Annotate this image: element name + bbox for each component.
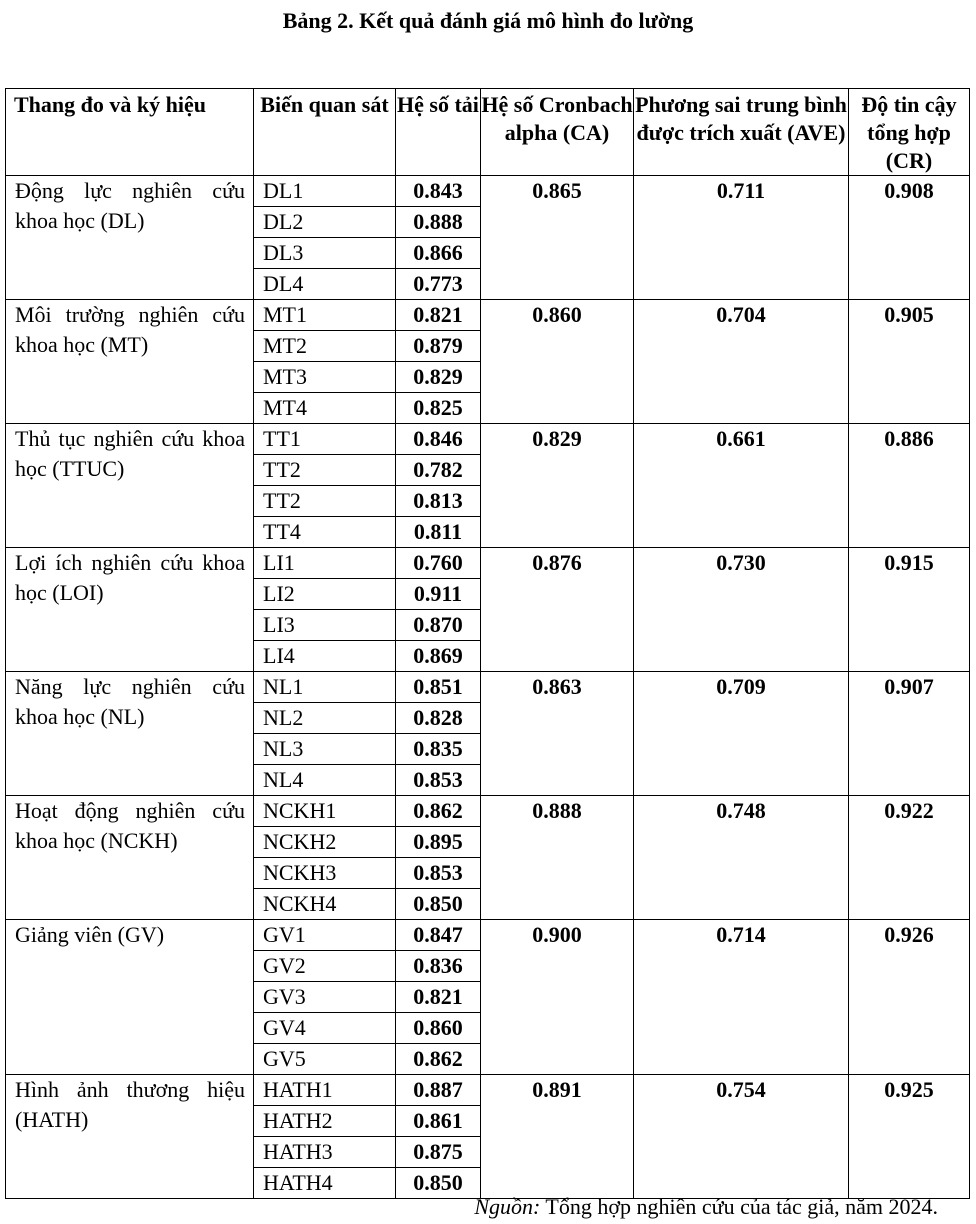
loading-value: 0.828 [396,703,481,734]
scale-name: Thủ tục nghiên cứu khoa học (TTUC) [6,424,254,548]
table-row [6,300,970,331]
item-code: LI4 [254,641,396,672]
loading-value: 0.870 [396,610,481,641]
ca-value: 0.891 [481,1075,634,1199]
item-code: NL4 [254,765,396,796]
loading-value: 0.813 [396,486,481,517]
item-code: NCKH4 [254,889,396,920]
loading-value: 0.846 [396,424,481,455]
cr-value: 0.908 [849,176,970,300]
ave-value: 0.730 [634,548,849,672]
loading-value: 0.866 [396,238,481,269]
loading-value: 0.888 [396,207,481,238]
loading-value: 0.850 [396,889,481,920]
loading-value: 0.760 [396,548,481,579]
ave-value: 0.711 [634,176,849,300]
table-row [6,1075,970,1106]
item-code: GV1 [254,920,396,951]
ca-value: 0.829 [481,424,634,548]
table-row [6,424,970,455]
ca-value: 0.888 [481,796,634,920]
header-loading: Hệ số tải [396,89,481,176]
item-code: LI1 [254,548,396,579]
source-text: Tổng hợp nghiên cứu của tác giả, năm 2024. [540,1194,938,1219]
scale-name: Hoạt động nghiên cứu khoa học (NCKH) [6,796,254,920]
ca-value: 0.900 [481,920,634,1075]
loading-value: 0.911 [396,579,481,610]
source-note [474,1193,938,1221]
header-ave: Phương sai trung bình được trích xuất (AVE) [634,89,849,176]
item-code: GV3 [254,982,396,1013]
item-code: TT4 [254,517,396,548]
item-code: LI2 [254,579,396,610]
cr-value: 0.926 [849,920,970,1075]
loading-value: 0.853 [396,858,481,889]
item-code: GV5 [254,1044,396,1075]
measurement-model-table [5,88,970,1199]
loading-value: 0.875 [396,1137,481,1168]
ave-value: 0.661 [634,424,849,548]
item-code: MT1 [254,300,396,331]
item-code: MT4 [254,393,396,424]
cr-value: 0.915 [849,548,970,672]
loading-value: 0.825 [396,393,481,424]
loading-value: 0.851 [396,672,481,703]
loading-value: 0.821 [396,300,481,331]
loading-value: 0.836 [396,951,481,982]
item-code: LI3 [254,610,396,641]
item-code: DL1 [254,176,396,207]
item-code: HATH1 [254,1075,396,1106]
loading-value: 0.829 [396,362,481,393]
loading-value: 0.843 [396,176,481,207]
scale-name: Động lực nghiên cứu khoa học (DL) [6,176,254,300]
item-code: NL2 [254,703,396,734]
table-body [6,176,970,1199]
loading-value: 0.782 [396,455,481,486]
loading-value: 0.869 [396,641,481,672]
ca-value: 0.860 [481,300,634,424]
scale-name: Môi trường nghiên cứu khoa học (MT) [6,300,254,424]
scale-name: Năng lực nghiên cứu khoa học (NL) [6,672,254,796]
ca-value: 0.876 [481,548,634,672]
item-code: GV4 [254,1013,396,1044]
item-code: NCKH1 [254,796,396,827]
loading-value: 0.835 [396,734,481,765]
item-code: NL3 [254,734,396,765]
ca-value: 0.865 [481,176,634,300]
table-row [6,672,970,703]
item-code: HATH3 [254,1137,396,1168]
header-item: Biến quan sát [254,89,396,176]
item-code: DL2 [254,207,396,238]
scale-name: Giảng viên (GV) [6,920,254,1075]
cr-value: 0.922 [849,796,970,920]
source-label: Nguồn: [474,1194,541,1219]
loading-value: 0.773 [396,269,481,300]
header-scale: Thang đo và ký hiệu [6,89,254,176]
item-code: TT2 [254,486,396,517]
cr-value: 0.925 [849,1075,970,1199]
cr-value: 0.905 [849,300,970,424]
ca-value: 0.863 [481,672,634,796]
loading-value: 0.853 [396,765,481,796]
table-row [6,796,970,827]
loading-value: 0.861 [396,1106,481,1137]
table-row [6,548,970,579]
header-row [6,89,970,176]
item-code: MT3 [254,362,396,393]
loading-value: 0.811 [396,517,481,548]
ave-value: 0.754 [634,1075,849,1199]
loading-value: 0.850 [396,1168,481,1199]
item-code: TT1 [254,424,396,455]
scale-name: Lợi ích nghiên cứu khoa học (LOI) [6,548,254,672]
item-code: DL3 [254,238,396,269]
item-code: NCKH2 [254,827,396,858]
loading-value: 0.860 [396,1013,481,1044]
loading-value: 0.862 [396,1044,481,1075]
ave-value: 0.704 [634,300,849,424]
ave-value: 0.748 [634,796,849,920]
header-ca: Hệ số Cronbach alpha (CA) [481,89,634,176]
ave-value: 0.714 [634,920,849,1075]
cr-value: 0.886 [849,424,970,548]
item-code: TT2 [254,455,396,486]
loading-value: 0.895 [396,827,481,858]
table-row [6,176,970,207]
item-code: HATH4 [254,1168,396,1199]
table-row [6,920,970,951]
item-code: DL4 [254,269,396,300]
table-title: Bảng 2. Kết quả đánh giá mô hình đo lường [282,8,694,33]
ave-value: 0.709 [634,672,849,796]
header-cr: Độ tin cậy tổng hợp (CR) [849,89,970,176]
item-code: NCKH3 [254,858,396,889]
scale-name: Hình ảnh thương hiệu (HATH) [6,1075,254,1199]
loading-value: 0.821 [396,982,481,1013]
loading-value: 0.879 [396,331,481,362]
item-code: HATH2 [254,1106,396,1137]
item-code: MT2 [254,331,396,362]
loading-value: 0.887 [396,1075,481,1106]
cr-value: 0.907 [849,672,970,796]
item-code: NL1 [254,672,396,703]
item-code: GV2 [254,951,396,982]
loading-value: 0.847 [396,920,481,951]
loading-value: 0.862 [396,796,481,827]
